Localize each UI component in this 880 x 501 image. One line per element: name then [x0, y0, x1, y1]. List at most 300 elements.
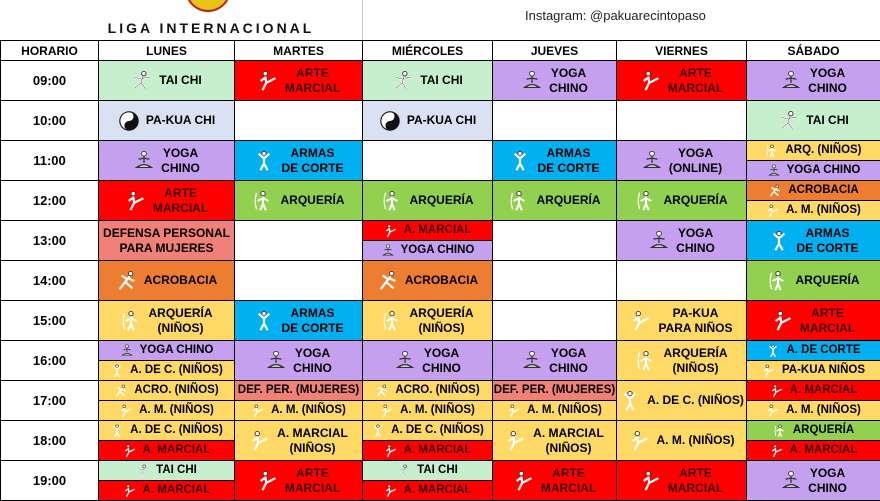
acrobat-icon	[114, 384, 128, 398]
class-name-line: A. MARCIAL	[404, 484, 472, 496]
class-name-line: A. MARCIAL	[277, 426, 348, 440]
kick-icon	[766, 404, 780, 418]
class-block	[363, 221, 492, 240]
class-name	[494, 384, 615, 397]
yinyang-icon	[118, 110, 140, 132]
kick-icon	[507, 404, 521, 418]
class-block	[99, 400, 234, 420]
class-block	[747, 221, 880, 260]
class-name-line: ARTE	[679, 66, 712, 80]
class-name-line: A. MARCIAL	[404, 444, 472, 456]
schedule-body	[1, 61, 880, 501]
class-name-line: PA-KUA CHI	[146, 113, 215, 127]
schedule-row	[1, 221, 880, 261]
class-name-line: A. MARCIAL	[533, 426, 604, 440]
schedule-row	[1, 461, 880, 501]
class-name	[277, 426, 348, 456]
class-name	[800, 306, 855, 336]
schedule-cell	[99, 181, 235, 221]
class-name	[785, 144, 861, 157]
class-name-line: YOGA	[295, 346, 330, 360]
class-block	[493, 421, 616, 460]
class-name-line: YOGA CHINO	[787, 164, 861, 176]
class-name	[148, 306, 212, 336]
class-name-line: A. M. (NIÑOS)	[527, 404, 602, 416]
class-block	[493, 381, 616, 400]
schedule-cell	[99, 341, 235, 381]
class-name-line: YOGA	[163, 146, 198, 160]
class-name-line: ARMAS	[805, 226, 849, 240]
kick-icon	[640, 70, 662, 92]
class-name	[782, 364, 865, 377]
class-name-line: ARQUERÍA	[663, 346, 727, 360]
archery-icon	[765, 144, 779, 158]
class-block	[747, 360, 880, 380]
weapon-icon	[766, 344, 780, 358]
class-name	[285, 466, 340, 496]
column-header-jueves: JUEVES	[493, 41, 617, 61]
class-block	[99, 181, 234, 220]
class-block	[235, 141, 362, 180]
weapon-icon	[509, 150, 531, 172]
class-name	[668, 466, 723, 496]
schedule-cell	[493, 61, 617, 101]
class-name	[281, 306, 343, 336]
class-block	[747, 381, 880, 400]
time-cell: 17:00	[1, 381, 99, 421]
schedule-cell	[493, 141, 617, 181]
time-cell: 14:00	[1, 261, 99, 301]
class-name	[405, 273, 478, 288]
class-block	[747, 101, 880, 140]
class-name-line: TAI CHI	[156, 464, 197, 476]
weapon-icon	[371, 424, 385, 438]
taichi-icon	[778, 110, 800, 132]
class-name	[407, 113, 476, 128]
class-block	[747, 301, 880, 340]
archery-icon	[635, 190, 657, 212]
archery-icon	[773, 424, 787, 438]
class-name-line: CHINO	[808, 81, 847, 95]
schedule-cell	[747, 341, 880, 381]
class-block	[617, 381, 746, 420]
schedule-cell	[363, 61, 493, 101]
class-name	[280, 193, 344, 208]
schedule-cell	[747, 461, 880, 501]
class-name-line: A. MARCIAL	[790, 444, 858, 456]
class-block	[493, 181, 616, 220]
schedule-cell	[363, 141, 493, 181]
class-name	[391, 424, 484, 437]
class-name-line: A. M. (NIÑOS)	[271, 404, 346, 416]
class-name	[806, 113, 848, 128]
class-name	[130, 424, 223, 437]
class-name	[143, 484, 211, 497]
kick-icon	[762, 364, 776, 378]
class-name-line: CHINO	[293, 361, 332, 375]
class-block	[99, 360, 234, 380]
column-header-lunes: LUNES	[99, 41, 235, 61]
class-name	[527, 404, 602, 417]
class-block	[99, 421, 234, 440]
schedule-cell	[235, 61, 363, 101]
yoga-icon	[133, 150, 155, 172]
schedule-cell	[235, 221, 363, 261]
class-name-line: ARQUERÍA	[663, 193, 727, 207]
class-block	[363, 261, 492, 300]
schedule-cell	[493, 341, 617, 381]
class-name-line: CHINO	[549, 361, 588, 375]
schedule-cell	[493, 181, 617, 221]
class-name-line: ACROBACIA	[144, 273, 217, 287]
class-name-line: A. MARCIAL	[143, 484, 211, 496]
schedule-cell	[617, 341, 747, 381]
class-name-line: A. DE CORTE	[786, 344, 860, 356]
class-block	[617, 341, 746, 380]
class-name	[541, 466, 596, 496]
class-name-line: ACROBACIA	[405, 273, 478, 287]
taichi-icon	[392, 70, 414, 92]
schedule-row	[1, 61, 880, 101]
class-name	[420, 73, 462, 88]
class-name-line: MARCIAL	[668, 81, 723, 95]
class-name-line: ARTE	[164, 186, 197, 200]
schedule-cell	[363, 341, 493, 381]
kick-icon	[384, 484, 398, 498]
class-name	[790, 384, 858, 397]
schedule-cell	[363, 101, 493, 141]
class-name-line: CHINO	[676, 241, 715, 255]
class-block	[617, 141, 746, 180]
class-name	[400, 404, 475, 417]
column-header-sabado: SÁBADO	[747, 41, 880, 61]
weapon-icon	[768, 230, 790, 252]
class-name-line: (NIÑOS)	[545, 441, 591, 455]
class-name	[663, 193, 727, 208]
class-name-line: (NIÑOS)	[418, 321, 464, 335]
schedule-row	[1, 141, 880, 181]
weapon-icon	[110, 364, 124, 378]
class-name-line: CHINO	[549, 81, 588, 95]
time-cell: 15:00	[1, 301, 99, 341]
column-header-horario: HORARIO	[1, 41, 99, 61]
class-name-line: ACRO. (NIÑOS)	[395, 384, 479, 396]
class-name	[401, 244, 475, 257]
class-name-line: MARCIAL	[285, 81, 340, 95]
class-block	[617, 221, 746, 260]
kick-icon	[384, 224, 398, 238]
header-row	[1, 41, 880, 61]
schedule-cell	[747, 61, 880, 101]
class-name-line: ARQUERÍA	[409, 193, 473, 207]
class-block	[99, 461, 234, 480]
class-block	[363, 301, 492, 340]
class-name-line: ARTE	[811, 306, 844, 320]
yoga-icon	[521, 70, 543, 92]
class-block	[363, 461, 492, 480]
class-block	[363, 61, 492, 100]
class-name	[787, 164, 861, 177]
class-name	[668, 66, 723, 96]
yoga-icon	[767, 164, 781, 178]
class-block	[235, 341, 362, 380]
schedule-cell	[747, 301, 880, 341]
schedule-cell	[617, 461, 747, 501]
class-name	[134, 384, 218, 397]
class-name	[404, 444, 472, 457]
class-name	[796, 226, 858, 256]
class-name	[536, 193, 600, 208]
class-name	[788, 184, 858, 197]
schedule-cell	[363, 261, 493, 301]
class-name-line: YOGA	[678, 146, 713, 160]
kick-icon	[772, 310, 794, 332]
schedule-cell	[99, 61, 235, 101]
class-name-line: PA-KUA NIÑOS	[782, 364, 865, 376]
acrobat-icon	[116, 270, 138, 292]
kick-icon	[119, 404, 133, 418]
class-block	[235, 421, 362, 460]
class-block	[493, 341, 616, 380]
class-name-line: DEF. PER. (MUJERES)	[494, 384, 615, 396]
weapon-icon	[110, 424, 124, 438]
schedule-cell	[617, 261, 747, 301]
yoga-icon	[394, 350, 416, 372]
class-name-line: MARCIAL	[285, 481, 340, 495]
class-block	[493, 461, 616, 500]
class-name-line: YOGA	[551, 66, 586, 80]
class-block	[747, 141, 880, 160]
class-name	[786, 344, 860, 357]
schedule-cell	[617, 101, 747, 141]
yoga-icon	[120, 344, 134, 358]
class-name-line: ACRO. (NIÑOS)	[134, 384, 218, 396]
class-name-line: A. DE C. (NIÑOS)	[130, 364, 223, 376]
class-name-line: MARCIAL	[800, 321, 855, 335]
class-block	[99, 101, 234, 140]
class-name	[676, 226, 715, 256]
schedule-cell	[617, 61, 747, 101]
class-block	[617, 61, 746, 100]
schedule-cell	[235, 461, 363, 501]
class-block	[747, 400, 880, 420]
kick-icon	[513, 470, 535, 492]
class-name	[669, 146, 722, 176]
class-name-line: A. M. (NIÑOS)	[786, 404, 861, 416]
class-name	[790, 444, 858, 457]
class-name	[293, 346, 332, 376]
class-name	[271, 404, 346, 417]
schedule-row	[1, 301, 880, 341]
class-name	[417, 464, 458, 477]
schedule-cell	[493, 261, 617, 301]
schedule-cell	[493, 461, 617, 501]
schedule-cell	[99, 301, 235, 341]
class-block	[617, 301, 746, 340]
class-block	[363, 101, 492, 140]
schedule-cell	[99, 381, 235, 421]
schedule-cell	[99, 141, 235, 181]
schedule-cell	[747, 381, 880, 421]
schedule-cell	[493, 301, 617, 341]
kick-icon	[257, 470, 279, 492]
league-logo	[185, 0, 231, 12]
schedule-cell	[363, 301, 493, 341]
class-name-line: TAI CHI	[420, 73, 462, 87]
class-name-line: YOGA CHINO	[401, 244, 475, 256]
yoga-icon	[265, 350, 287, 372]
yoga-icon	[381, 244, 395, 258]
yoga-icon	[780, 470, 802, 492]
class-block	[617, 421, 746, 460]
class-name-line: ARMAS	[290, 146, 334, 160]
yoga-icon	[648, 230, 670, 252]
class-block	[99, 221, 234, 260]
archery-icon	[252, 190, 274, 212]
class-name-line: A. MARCIAL	[790, 384, 858, 396]
time-cell: 16:00	[1, 341, 99, 381]
class-name	[130, 364, 223, 377]
schedule-cell	[617, 301, 747, 341]
archery-icon	[508, 190, 530, 212]
kick-icon	[766, 204, 780, 218]
class-name-line: A. M. (NIÑOS)	[657, 433, 735, 447]
class-block	[747, 160, 880, 180]
schedule-cell	[235, 101, 363, 141]
class-block	[747, 261, 880, 300]
class-name	[409, 306, 473, 336]
schedule-table	[0, 40, 880, 501]
class-name-line: A. M. (NIÑOS)	[400, 404, 475, 416]
class-name	[549, 66, 588, 96]
archery-icon	[120, 310, 142, 332]
kick-icon	[630, 310, 652, 332]
class-name-line: YOGA CHINO	[140, 344, 214, 356]
class-name-line: ARTE	[552, 466, 585, 480]
class-name-line: TAI CHI	[417, 464, 458, 476]
schedule-row	[1, 381, 880, 421]
class-name-line: YOGA	[678, 226, 713, 240]
class-block	[363, 341, 492, 380]
kick-icon	[123, 484, 137, 498]
kick-icon	[505, 430, 527, 452]
time-cell: 10:00	[1, 101, 99, 141]
schedule-cell	[235, 301, 363, 341]
class-name-line: DE CORTE	[796, 241, 858, 255]
class-name-line: YOGA	[551, 346, 586, 360]
archery-icon	[381, 310, 403, 332]
time-cell: 12:00	[1, 181, 99, 221]
schedule-cell	[617, 221, 747, 261]
schedule-cell	[235, 421, 363, 461]
class-name	[533, 426, 604, 456]
class-name-line: PA-KUA	[673, 306, 719, 320]
weapon-icon	[619, 390, 641, 412]
weapon-icon	[253, 150, 275, 172]
archery-icon	[635, 350, 657, 372]
column-header-viernes: VIERNES	[617, 41, 747, 61]
class-name	[795, 273, 859, 288]
class-name-line: YOGA	[424, 346, 459, 360]
kick-icon	[640, 470, 662, 492]
taichi-icon	[397, 464, 411, 478]
schedule-cell	[747, 101, 880, 141]
class-name	[647, 393, 744, 408]
class-name-line: DE CORTE	[281, 321, 343, 335]
class-name-line: ARTE	[296, 466, 329, 480]
class-name-line: A. MARCIAL	[404, 224, 472, 236]
class-name-line: CHINO	[422, 361, 461, 375]
class-name-line: A. M. (NIÑOS)	[786, 204, 861, 216]
class-name-line: ACROBACIA	[788, 184, 858, 196]
class-name-line: A. DE C. (NIÑOS)	[391, 424, 484, 436]
class-block	[235, 381, 362, 400]
class-block	[363, 400, 492, 420]
class-name-line: CHINO	[161, 161, 200, 175]
kick-icon	[770, 384, 784, 398]
kick-icon	[251, 404, 265, 418]
class-name-line: PARA MUJERES	[119, 241, 213, 255]
class-name	[281, 146, 343, 176]
kick-icon	[770, 444, 784, 458]
schedule-cell	[99, 221, 235, 261]
class-name-line: ARQUERÍA	[280, 193, 344, 207]
class-name	[808, 466, 847, 496]
class-block	[235, 400, 362, 420]
class-block	[363, 381, 492, 400]
class-name	[140, 344, 214, 357]
class-block	[617, 461, 746, 500]
class-name-line: ARQUERÍA	[793, 424, 854, 436]
class-name	[658, 306, 732, 336]
class-block	[747, 181, 880, 200]
schedule-cell	[747, 141, 880, 181]
yoga-icon	[780, 70, 802, 92]
class-block	[363, 421, 492, 440]
class-name	[422, 346, 461, 376]
kick-icon	[123, 444, 137, 458]
schedule-cell	[617, 181, 747, 221]
class-block	[493, 141, 616, 180]
class-name	[139, 404, 214, 417]
class-name	[159, 73, 201, 88]
class-name-line: DE CORTE	[281, 161, 343, 175]
yoga-icon	[521, 350, 543, 372]
class-name-line: (NIÑOS)	[157, 321, 203, 335]
class-name	[409, 193, 473, 208]
schedule-cell	[235, 261, 363, 301]
class-block	[493, 61, 616, 100]
acrobat-icon	[375, 384, 389, 398]
yoga-icon	[641, 150, 663, 172]
class-name-line: ARTE	[679, 466, 712, 480]
schedule-cell	[235, 341, 363, 381]
taichi-icon	[131, 70, 153, 92]
schedule-cell	[235, 141, 363, 181]
column-header-miercoles: MIÉRCOLES	[363, 41, 493, 61]
taichi-icon	[136, 464, 150, 478]
archery-icon	[767, 270, 789, 292]
schedule-cell	[747, 261, 880, 301]
schedule-cell	[363, 221, 493, 261]
class-name-line: YOGA	[810, 466, 845, 480]
archery-icon	[381, 190, 403, 212]
schedule-cell	[363, 461, 493, 501]
class-block	[747, 341, 880, 360]
class-name	[153, 186, 208, 216]
class-name	[808, 66, 847, 96]
class-block	[99, 141, 234, 180]
